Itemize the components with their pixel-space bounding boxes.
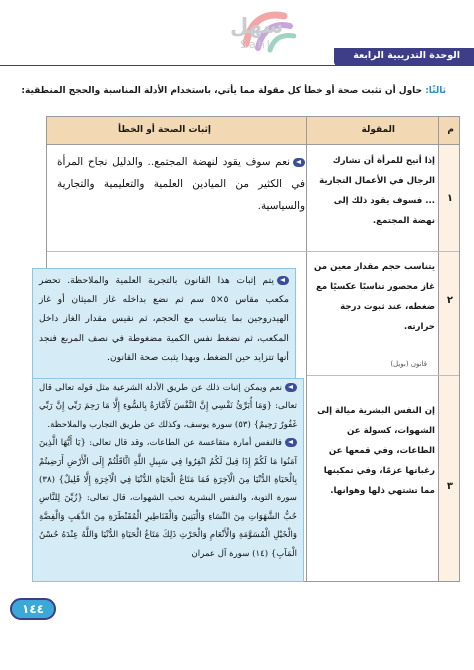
statement-text: إذا أتيح للمرأة أن تشارك الرجال في الأعمال التجارية ... فسوف يقود ذلك إلى نهضة المجتمع. — [319, 156, 435, 226]
number-column — [439, 145, 459, 581]
statement-text: إن النفس البشرية ميالة إلى الشهوات، كسولة عن الطاعات، وفي قمعها عن رغباتها عزمًا، وفي تمكينها مما تشتهي ذلها وهوانها. — [317, 406, 435, 496]
bullet-arrow-icon — [277, 276, 289, 285]
statement-caption: قانون (بويل) — [390, 360, 427, 368]
watermark-text: سهل — [230, 14, 284, 38]
row-divider — [307, 251, 459, 252]
proof-answer — [39, 271, 289, 367]
statement-text: يتناسب حجم مقدار معين من غاز محصور تناسبًا عكسيًا مع ضغطه، عند ثبوت درجة حرارته. — [314, 262, 435, 332]
header-divider — [0, 65, 474, 66]
exercise-instruction — [16, 86, 446, 96]
answer-text: نعم ويمكن إثبات ذلك عن طريق الأدلة الشرعية مثل قوله تعالى قال تعالى: {وَمَا أُبَرِّئُ نَفْسِي إِنَّ النَّفْسَ لَأَمَّارَةٌ بِالسُّوءِ إِلَّا مَا رَحِمَ رَبِّي إِنَّ رَبِّي غَفُورٌ رَحِيمٌ} (٥٣) سورة يوسف، وكذلك عن طريق التجارب والملاحظة. — [39, 383, 297, 430]
proof-answer — [57, 151, 305, 217]
instruction-text: حاول أن تثبت صحة أو خطأ كل مقولة مما يأتي، باستخدام الأدلة المناسبة والحجج المنطقية: — [21, 86, 423, 96]
answer-text: فالنفس أمارة متقاعسة عن الطاعات، وقد قال تعالى: {يَا أَيُّهَا الَّذِينَ آمَنُوا مَا لَكُمْ إِذَا قِيلَ لَكُمُ انْفِرُوا فِي سَبِيلِ اللَّهِ اثَّاقَلْتُمْ إِلَى الْأَرْضِ أَرَضِيتُمْ بِالْحَيَاةِ الدُّنْيَا مِنَ الْآخِرَةِ فَمَا مَتَاعُ الْحَيَاةِ الدُّنْيَا فِي الْآخِرَةِ إِلَّا قَلِيلٌ} (٣٨) سورة التوبة، والنفس البشرية تحب الشهوات، قال تعالى: {زُيِّنَ لِلنَّاسِ حُبُّ الشَّهَوَاتِ مِنَ النِّسَاءِ وَالْبَنِينَ وَالْقَنَاطِيرِ الْمُقَنْطَرَةِ مِنَ الذَّهَبِ وَالْفِضَّةِ وَالْخَيْلِ الْمُسَوَّمَةِ وَالْأَنْعَامِ وَالْحَرْثِ ذَلِكَ مَتَاعُ الْحَيَاةِ الدُّنْيَا وَاللَّهُ عِنْدَهُ حُسْنُ الْمَآبِ} (١٤) سورة آل عمران — [39, 438, 297, 559]
bullet-arrow-icon — [293, 158, 305, 167]
table-header — [47, 117, 459, 145]
watermark-subtext: Sahl — [240, 38, 272, 51]
bullet-arrow-icon — [285, 438, 297, 447]
instruction-lead: ثالثًا: — [425, 86, 446, 96]
header-number: م — [447, 125, 454, 135]
row-number: ٢ — [446, 295, 453, 306]
unit-title: الوحدة التدريبية الرابعة — [353, 50, 460, 61]
answer-panel — [32, 378, 304, 582]
row-number: ١ — [446, 193, 453, 204]
row-divider — [307, 375, 459, 376]
bullet-arrow-icon — [285, 383, 297, 392]
column-divider — [438, 117, 439, 581]
sahl-watermark-logo — [178, 4, 296, 54]
row-number: ٣ — [446, 481, 453, 492]
page-number-badge — [10, 598, 56, 620]
header-proof: إثبات الصحة أو الخطأ — [117, 125, 211, 135]
answer-panel — [32, 268, 296, 396]
answer-text: نعم سوف يقود لنهضة المجتمع.. والدليل نجاح المرأة في الكثير من الميادين العلمية والتعليمية والتجارية والسياسية. — [57, 156, 305, 212]
header-statement: المقولة — [361, 125, 395, 135]
answer-text: يتم إثبات هذا القانون بالتجربة العلمية والملاحظة. تحضر مكعب مقاس ٥×٥ سم ثم نضع بداخله غاز الميثان أو غاز الهيدروجين بما يتناسب مع الحجم، ثم نقيس مقدار الغاز داخل المكعب، ثم نضغط نفس الكمية مضغوطة في نصف المربع فنجد أنها تتزايد حين الضغط، وبهذا يثبت صحة القانون. — [39, 275, 289, 363]
unit-title-band — [334, 48, 474, 66]
row-divider — [47, 251, 309, 252]
page-number: ١٤٤ — [22, 602, 44, 616]
column-divider — [306, 117, 307, 581]
proof-answer — [39, 379, 297, 563]
